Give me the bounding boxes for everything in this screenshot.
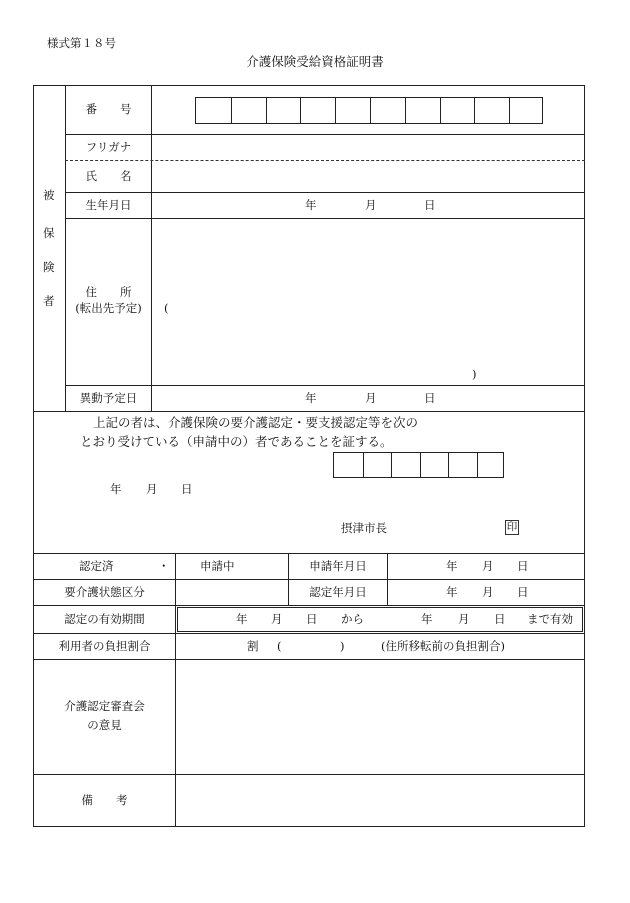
address-paren-open: ( xyxy=(164,301,169,315)
label-application-date: 申請年月日 xyxy=(309,559,367,573)
frame-bottom xyxy=(33,826,585,827)
name-field[interactable] xyxy=(152,162,584,192)
status-separator: ・ xyxy=(158,559,170,573)
cert-day-label: 日 xyxy=(517,585,529,599)
move-month-label: 月 xyxy=(365,391,377,405)
divider xyxy=(65,385,585,386)
status-applying[interactable]: 申請中 xyxy=(200,559,235,573)
frame-left xyxy=(33,85,34,827)
frame-top xyxy=(33,85,585,86)
cert-year-label: 年 xyxy=(446,585,458,599)
label-number: 番 号 xyxy=(85,102,132,116)
opinion-field[interactable] xyxy=(176,660,584,774)
label-care-level: 要介護状態区分 xyxy=(64,585,145,599)
address-field[interactable] xyxy=(152,219,584,385)
app-day-label: 日 xyxy=(517,559,529,573)
mayor-label: 摂津市長 xyxy=(341,521,387,535)
divider xyxy=(65,192,585,193)
burden-paren-close: ) xyxy=(340,639,345,653)
burden-wari: 割 xyxy=(247,639,259,653)
address-paren-close: ) xyxy=(472,367,477,381)
validity-until: まで有効 xyxy=(527,612,573,626)
label-burden-ratio: 利用者の負担割合 xyxy=(58,639,151,653)
divider xyxy=(33,605,585,606)
label-name: 氏 名 xyxy=(85,169,132,183)
valid-from-day-label: 日 xyxy=(306,612,318,626)
care-level-field[interactable] xyxy=(176,580,288,605)
label-opinion-2: の意見 xyxy=(87,718,122,732)
birth-month-label: 月 xyxy=(365,198,377,212)
divider-dashed xyxy=(65,160,585,161)
label-birthdate: 生年月日 xyxy=(85,198,132,212)
certify-text-1: 上記の者は、介護保険の要介護認定・要支援認定等を次の xyxy=(93,415,419,430)
issue-month-label: 月 xyxy=(146,482,158,496)
divider xyxy=(387,553,388,605)
birth-day-label: 日 xyxy=(424,198,436,212)
divider xyxy=(33,579,585,580)
divider xyxy=(33,411,585,412)
insured-char-1: 被 xyxy=(43,188,55,202)
label-address: 住 所 xyxy=(85,285,132,299)
page-title: 介護保険受給資格証明書 xyxy=(246,54,384,69)
validity-from: から xyxy=(341,612,364,626)
issue-year-label: 年 xyxy=(110,482,122,496)
app-month-label: 月 xyxy=(482,559,494,573)
valid-to-day-label: 日 xyxy=(494,612,506,626)
label-furigana: フリガナ xyxy=(85,140,132,154)
insured-char-4: 者 xyxy=(43,294,55,308)
form-number: 様式第１８号 xyxy=(47,36,116,50)
label-remarks: 備 考 xyxy=(81,793,128,807)
status-certified[interactable]: 認定済 xyxy=(79,559,114,573)
divider xyxy=(33,553,585,554)
certify-text-2: とおり受けている（申請中の）者であることを証する。 xyxy=(80,434,393,449)
furigana-field[interactable] xyxy=(152,136,584,160)
label-validity-period: 認定の有効期間 xyxy=(64,612,145,626)
insurer-number-boxes[interactable] xyxy=(333,452,504,478)
insured-char-2: 保 xyxy=(43,226,55,240)
insured-char-3: 険 xyxy=(43,260,55,274)
valid-from-year-label: 年 xyxy=(236,612,248,626)
insured-number-boxes[interactable] xyxy=(195,97,543,124)
label-opinion-1: 介護認定審査会 xyxy=(64,699,145,713)
cert-month-label: 月 xyxy=(482,585,494,599)
frame-right xyxy=(584,85,585,827)
birth-year-label: 年 xyxy=(305,198,317,212)
seal-mark xyxy=(505,520,519,535)
valid-to-month-label: 月 xyxy=(458,612,470,626)
divider xyxy=(33,633,585,634)
label-move-date: 異動予定日 xyxy=(79,391,138,405)
divider xyxy=(65,134,585,135)
move-day-label: 日 xyxy=(424,391,436,405)
issue-day-label: 日 xyxy=(181,482,193,496)
burden-paren-open: ( xyxy=(277,639,282,653)
move-year-label: 年 xyxy=(305,391,317,405)
valid-to-year-label: 年 xyxy=(421,612,433,626)
remarks-field[interactable] xyxy=(176,775,584,826)
burden-before-move: (住所移転前の負担割合) xyxy=(381,639,505,653)
app-year-label: 年 xyxy=(446,559,458,573)
label-certified-date: 認定年月日 xyxy=(309,585,367,599)
label-address-note: (転出先予定) xyxy=(75,301,142,315)
seal-text: 印 xyxy=(506,521,518,533)
valid-from-month-label: 月 xyxy=(271,612,283,626)
